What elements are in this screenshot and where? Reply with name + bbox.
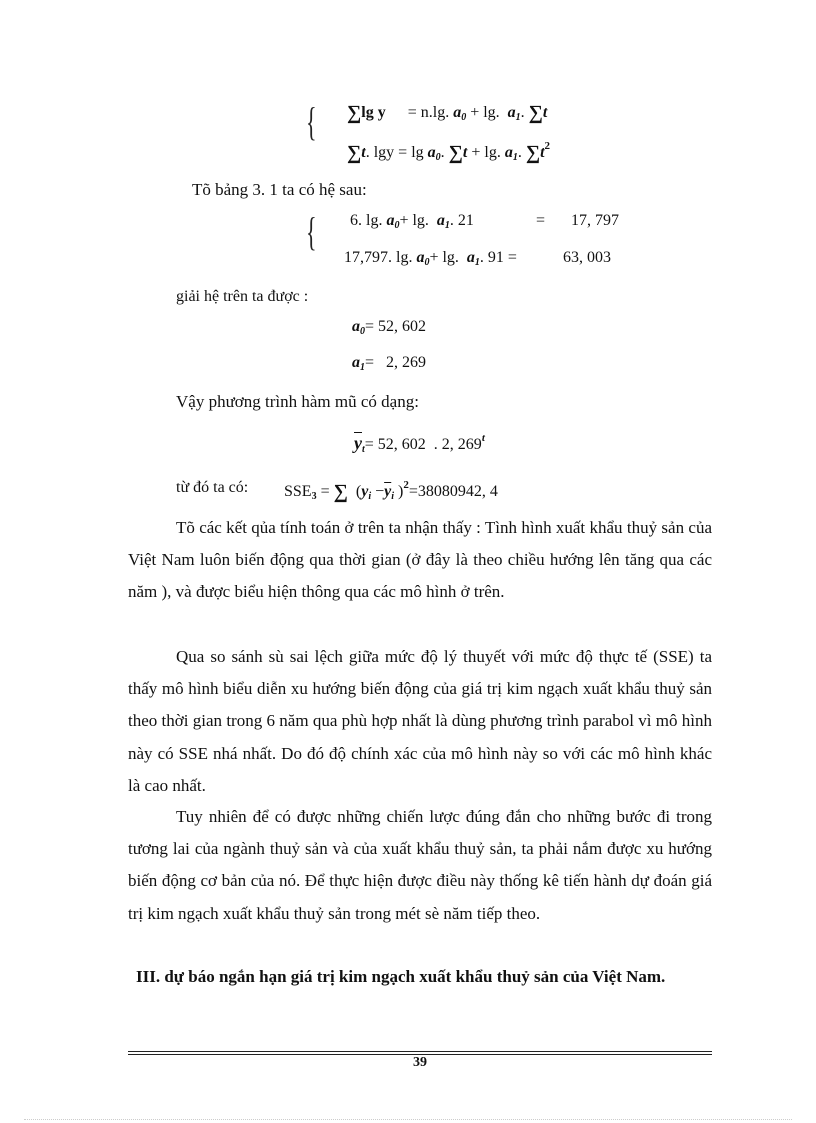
a0-symbol: a [352,318,360,335]
t-squared: 2 [544,140,551,152]
equals-sign: = [320,483,330,500]
a0-sub: 0 [424,257,430,268]
a0-symbol: a [427,144,436,161]
a1-sub: 1 [474,257,480,268]
exp-equation [354,432,485,455]
a1-value: = 2, 269 [365,354,427,371]
sum-symbol: ∑ [333,481,348,503]
plus-lg: + lg. [399,212,429,229]
paragraph-text: Tuy nhiên để có được những chiến lược đúng đắn cho những bước đi trong tương lai của ngành thuỷ sản và của xuất khẩu thuỷ sản, ta phải nắm được xu hướng biến động cơ bản của nó. Để thực hiện được điều này thống kê tiến hành dự đoán giá trị kim ngạch xuất khẩu thuỷ sản trong mét sè năm tiếp theo. [128,807,712,923]
eq-text: = n.lg. [407,104,450,121]
page-number: 39 [413,1055,427,1070]
yi-sub: i [368,491,372,502]
a0-value: = 52, 602 [365,318,427,335]
paragraph-3 [128,801,712,930]
paragraph-2 [128,641,712,802]
a1-sub: 1 [512,152,518,163]
t-symbol: t [462,144,468,161]
a0-symbol: a [453,104,462,121]
a0-sub: 0 [360,326,365,337]
lg-y: lg y [361,104,386,121]
square-exponent: 2 [403,479,409,491]
minus-sign: − [375,483,385,500]
t-symbol: t [542,104,548,121]
a1-symbol: a [352,354,360,371]
form-line: Vậy phương trình hàm mũ có dạng: [176,392,419,411]
plus-lg: + lg. [471,144,501,161]
a0-sub: 0 [461,112,467,123]
coef-value: . 21 [449,212,474,229]
page-edge-divider [24,1119,792,1120]
dot: . [517,144,522,161]
a0-sub: 0 [394,220,400,231]
sse-label: SSE [284,483,312,500]
coef-text: 17,797. lg. [344,249,413,266]
sse-formula: $SSE_3$ = ∑ ($y_i -\overline{y}_i$ )$^2$=38080942, 4 [284,479,498,503]
y-bar-symbol: $\overline{y}$ [354,433,362,453]
system2-line1 [350,212,474,231]
a1-sub: 1 [444,220,450,231]
t-symbol: t [540,144,545,161]
equals-sign: = [536,212,546,229]
a1-symbol: a [436,212,445,229]
section-heading [128,961,712,993]
sum-symbol: ∑ [525,142,541,164]
solve-line: giải hệ trên ta được : [176,288,309,305]
sse-sub: 3 [311,491,317,502]
heading-text: III. dự báo ngắn hạn giá trị kim ngạch xuất khẩu thuỷ sản của Việt Nam. [136,967,666,986]
dot: . [520,104,525,121]
plus-lg: + lg. [429,249,459,266]
sum-symbol: ∑ [347,142,362,164]
sum-symbol: ∑ [528,102,543,124]
system1-line1 [347,102,547,125]
a1-symbol: a [504,144,513,161]
equation-rhs: = 52, 602 . 2, 269 [364,436,482,453]
sum-symbol: ∑ [448,142,463,164]
result-a1 [352,354,426,373]
coef-value: . 91 = [479,249,517,266]
result-a0 [352,318,426,337]
system2-line2 [344,249,517,268]
yi-symbol: y [361,483,369,500]
t-exponent: t [481,432,485,444]
sse-prefix: từ đó ta có: [176,479,249,496]
a0-symbol: a [386,212,395,229]
yi-bar-sub: i [391,491,395,502]
a0-symbol: a [416,249,425,266]
a1-sub: 1 [515,112,521,123]
sum-symbol: ∑ [347,102,362,124]
lgy-text: . lgy = lg [365,144,424,161]
system1-line2 [347,140,550,165]
system1-brace: { [306,99,317,144]
a1-sub: 1 [360,362,365,373]
rhs-value: 63, 003 [563,249,611,266]
a0-sub: 0 [435,152,441,163]
plus-lg: + lg. [470,104,500,121]
sse-value: =38080942, 4 [408,483,498,500]
paragraph-text: Qua so sánh sù sai lệch giữa mức độ lý thuyết với mức độ thực tế (SSE) ta thấy mô hình biểu diễn xu hướng biến động của giá trị kim ngạch xuất khẩu thuỷ sản theo thời gian trong 6 năm qua phù hợp nhất là dùng phương trình parabol vì mô hình này có SSE nhá nhất. Do đó độ chính xác của mô hình này so với các mô hình khác là cao nhất. [128,647,712,795]
footer-rule [128,1051,712,1052]
intro-line: Tõ bảng 3. 1 ta có hệ sau: [192,180,367,199]
dot: . [440,144,445,161]
a1-symbol: a [466,249,475,266]
yi-bar-symbol: $\overline{y}$ [384,483,392,500]
system2-brace: { [306,209,317,254]
t-symbol: t [361,144,366,161]
paragraph-text: Tõ các kết qủa tính toán ở trên ta nhận thấy : Tình hình xuất khẩu thuỷ sản của Việt Nam luôn biến động qua thời gian (ở đây là theo chiều hướng lên tăng qua các năm ), và được biểu hiện thông qua các mô hình ở trên. [128,518,712,602]
paragraph-1 [128,512,712,609]
t-sub: t [362,444,365,455]
coef-text: 6. lg. [350,212,383,229]
a1-symbol: a [507,104,516,121]
rhs-value: 17, 797 [571,212,619,229]
